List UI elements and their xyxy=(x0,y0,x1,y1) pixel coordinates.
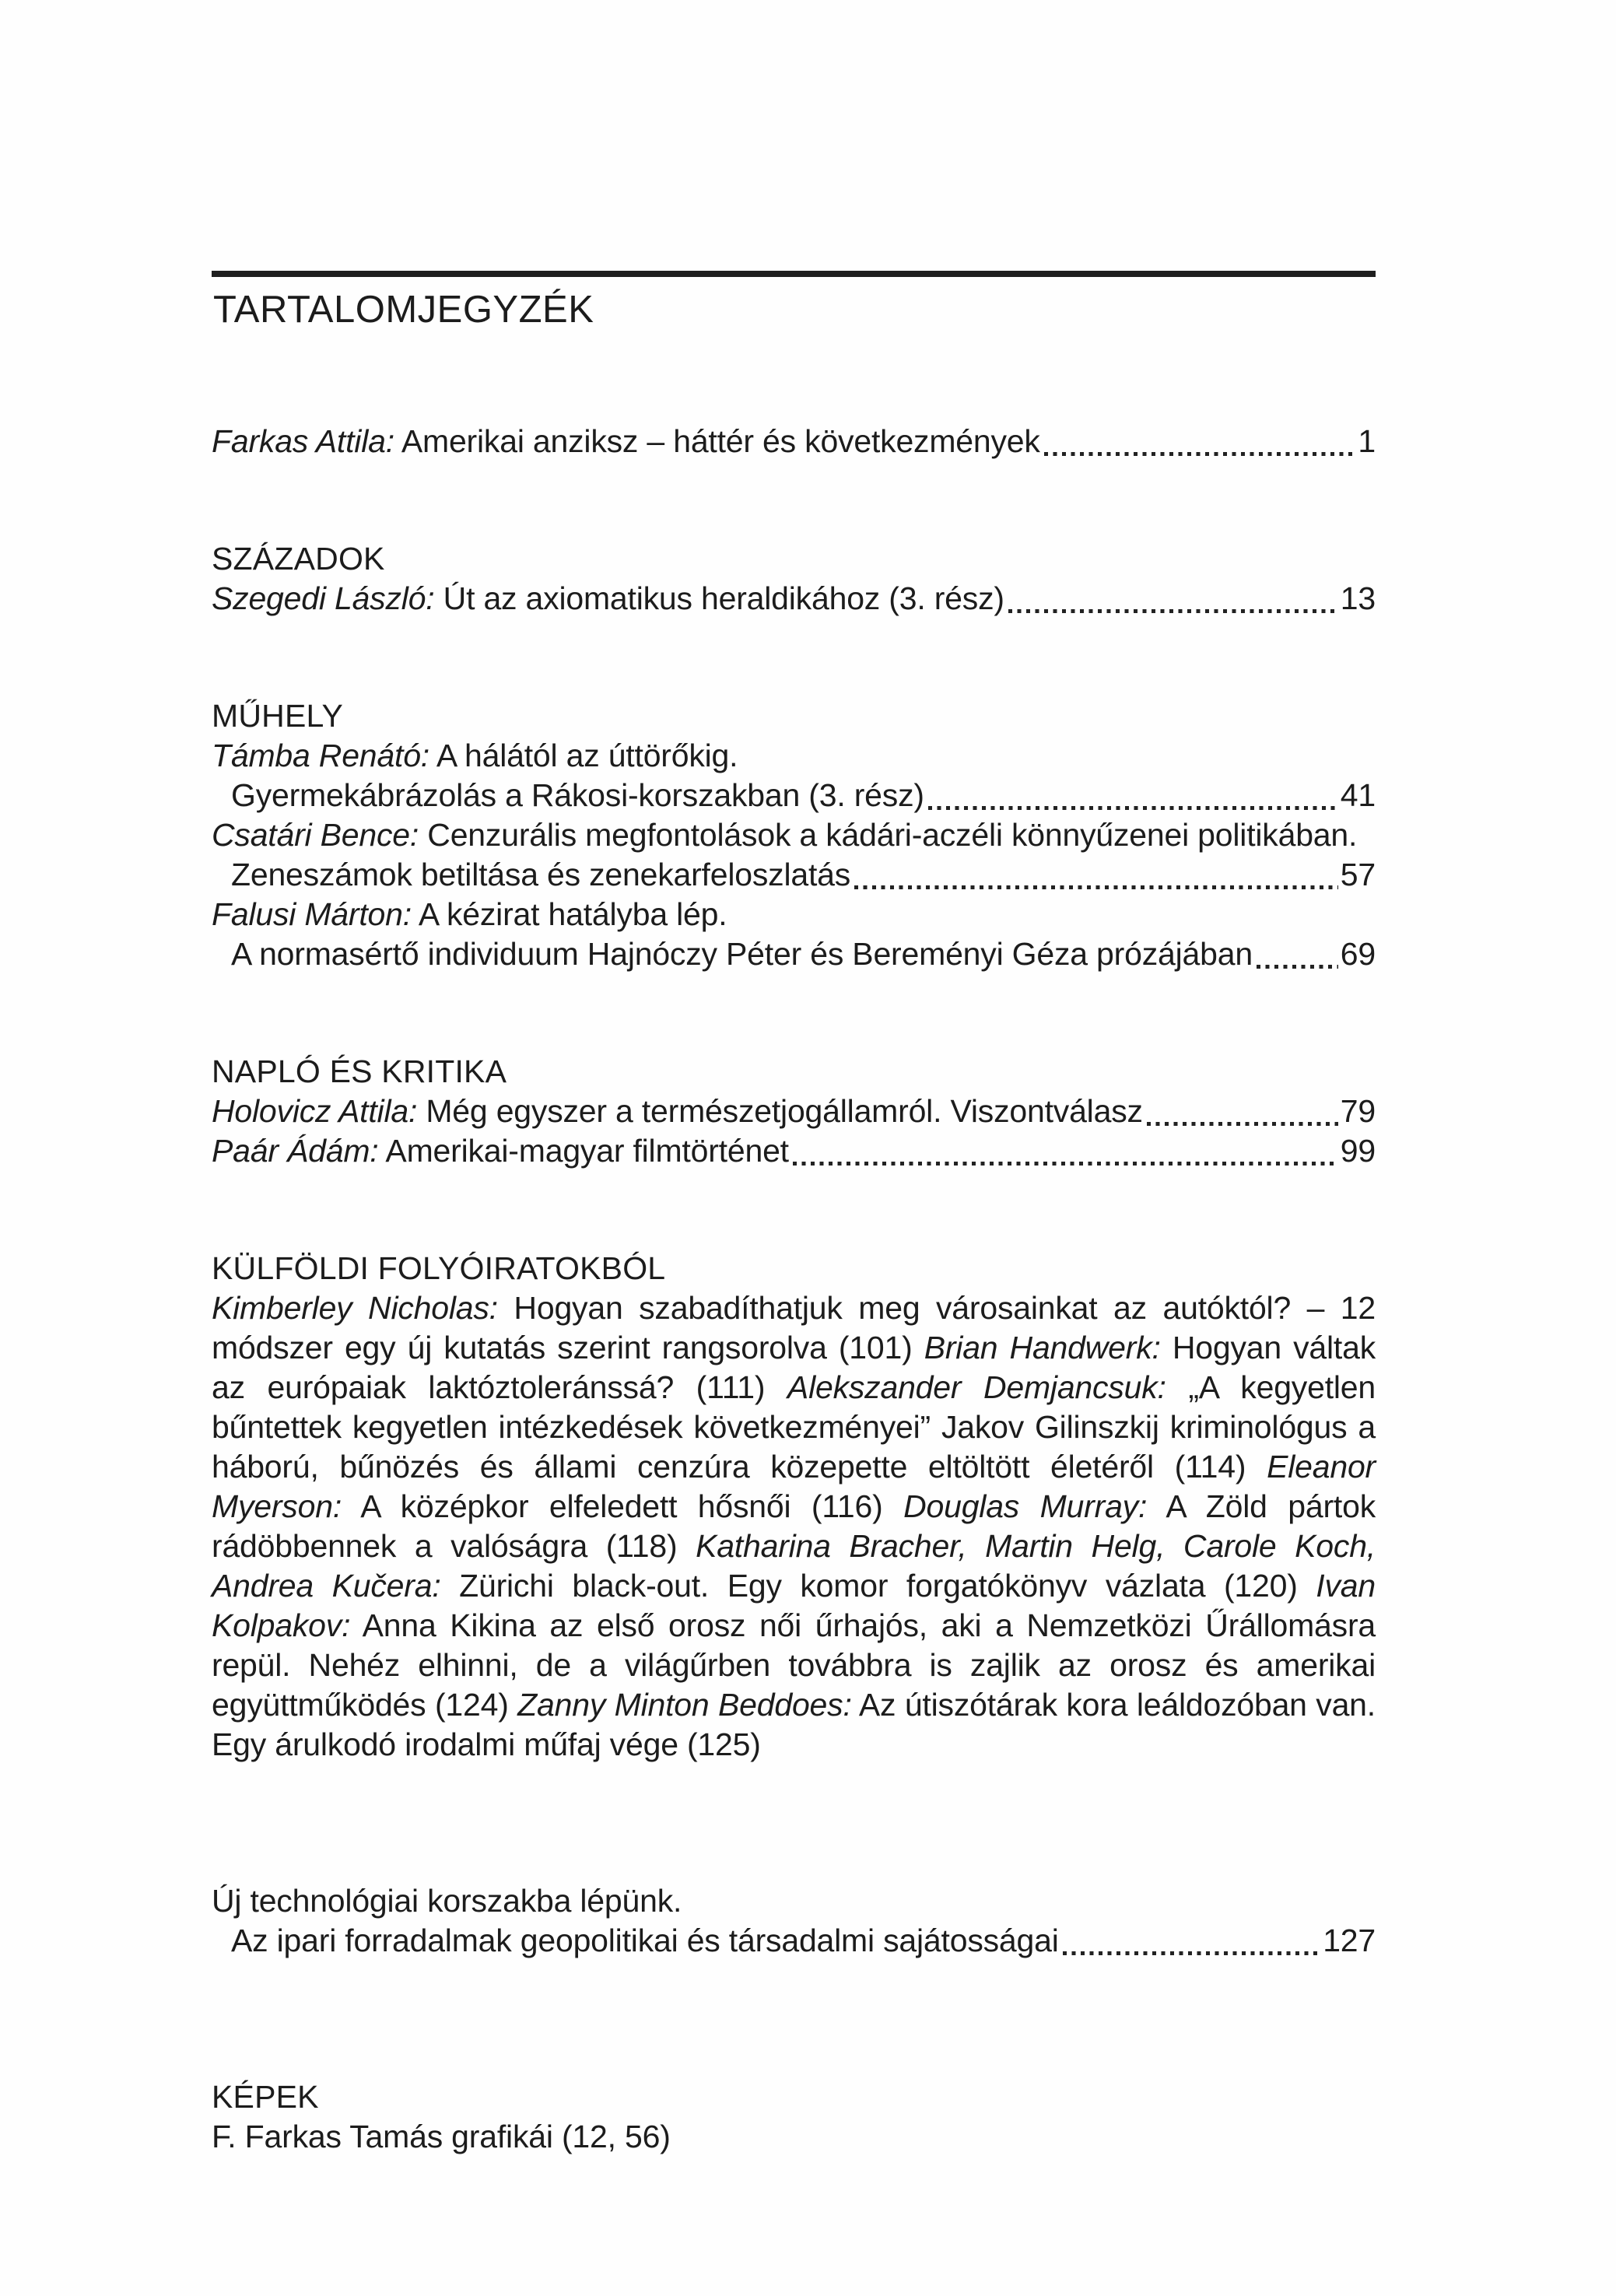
author-name: Paár Ádám: xyxy=(212,1133,379,1169)
toc-entry xyxy=(212,422,1376,461)
toc-entry-text xyxy=(212,895,727,934)
author-name: Falusi Márton: xyxy=(212,896,412,932)
toc-entry-text xyxy=(231,934,1253,974)
entry-title-text: Az ipari forradalmak geopolitikai és társadalmi sajátosságai xyxy=(231,1923,1059,1958)
toc-entry xyxy=(212,1092,1376,1131)
toc-entry-text xyxy=(212,815,1357,855)
dot-leader xyxy=(1257,965,1338,969)
dot-leader xyxy=(1063,1951,1321,1955)
top-rule-divider xyxy=(212,271,1376,277)
entry-title-text: Hogyan szabadíthatjuk meg városainkat az autóktól? – 12 módszer egy új kutatás szerint rangsorolva (101) xyxy=(212,1290,1376,1365)
section-heading: NAPLÓ ÉS KRITIKA xyxy=(212,1053,507,1089)
section-heading: MŰHELY xyxy=(212,698,344,734)
entry-title-text: Cenzurális megfontolások a kádári-aczéli könnyűzenei politikában. xyxy=(419,817,1358,853)
entry-title-text: A kézirat hatályba lép. xyxy=(411,896,727,932)
entry-title-text: Zürichi black-out. Egy komor forgatókönyv vázlata (120) xyxy=(440,1568,1316,1604)
author-name: Holovicz Attila: xyxy=(212,1093,418,1129)
toc-entry xyxy=(212,1131,1376,1171)
page-number: 41 xyxy=(1340,777,1376,813)
entry-title-text: Amerikai-magyar filmtörténet xyxy=(378,1133,789,1169)
section-heading: KÜLFÖLDI FOLYÓIRATOKBÓL xyxy=(212,1250,666,1286)
toc-entry-text xyxy=(212,2117,671,2157)
dot-leader xyxy=(1147,1122,1338,1126)
toc-entry xyxy=(212,934,1376,974)
toc-entry-text xyxy=(231,855,850,895)
toc-entry xyxy=(212,736,1376,776)
toc-entry-text xyxy=(212,422,1040,461)
toc-entry xyxy=(212,1921,1376,1961)
page-title: TARTALOMJEGYZÉK xyxy=(213,289,594,331)
entry-title-text: Új technológiai korszakba lépünk. xyxy=(212,1883,682,1919)
dot-leader xyxy=(1008,609,1338,613)
toc-entry xyxy=(212,2117,1376,2157)
toc-entry xyxy=(212,895,1376,934)
entry-title-text: „A kegyetlen bűntettek kegyetlen intézkedések következményei” Jakov Gilinszkij kriminológus a háború, bűnözés és állami cenzúra közepette eltöltött életéről (114) xyxy=(212,1369,1376,1485)
toc-entry-text xyxy=(231,776,924,815)
page-number: 127 xyxy=(1323,1923,1376,1958)
author-name: Csatári Bence: xyxy=(212,817,419,853)
toc-entry-text xyxy=(231,1921,1059,1961)
toc-entry-text xyxy=(212,1131,789,1171)
toc-entry xyxy=(212,776,1376,815)
toc-entry-text xyxy=(212,579,1004,619)
entry-title-text: Anna Kikina az első orosz női űrhajós, aki a Nemzetközi Űrállomásra repül. Nehéz elhinni, de a világűrben továbbra is zajlik az orosz és amerikai együttműködés (124) xyxy=(212,1607,1376,1723)
page-number: 99 xyxy=(1340,1133,1376,1169)
entry-title-text: A középkor elfeledett hősnői (116) xyxy=(342,1488,904,1524)
toc-entry xyxy=(212,1881,1376,1921)
author-name: Eleanor Myerson: xyxy=(212,1449,1376,1524)
page-number: 69 xyxy=(1340,936,1376,972)
dot-leader xyxy=(1044,452,1356,456)
author-name: Katharina Bracher, Martin Helg, Carole Koch, Andrea Kučera: xyxy=(212,1528,1376,1604)
author-name: Alekszander Demjancsuk: xyxy=(787,1369,1166,1405)
author-name: Douglas Murray: xyxy=(903,1488,1148,1524)
toc-page xyxy=(212,271,1376,2157)
entry-title-text: A hálától az úttörőkig. xyxy=(429,738,738,773)
toc-entry xyxy=(212,855,1376,895)
dot-leader xyxy=(854,885,1338,889)
entry-title-text: Még egyszer a természetjogállamról. Viszontválasz xyxy=(417,1093,1143,1129)
entry-title-text: F. Farkas Tamás grafikái (12, 56) xyxy=(212,2119,671,2154)
toc-entry-text xyxy=(212,736,738,776)
toc-list xyxy=(212,422,1376,2157)
author-name: Brian Handwerk: xyxy=(924,1330,1161,1365)
page-number: 79 xyxy=(1340,1093,1376,1129)
entry-title-text: A Zöld pártok rádöbbennek a valóságra (118) xyxy=(212,1488,1376,1564)
dot-leader xyxy=(928,806,1338,810)
page-number: 1 xyxy=(1358,423,1376,459)
toc-entry-text xyxy=(212,1092,1143,1131)
entry-title-text: Hogyan váltak az európaiak laktóztoleránssá? (111) xyxy=(212,1330,1376,1405)
entry-title-text: Gyermekábrázolás a Rákosi-korszakban (3. rész) xyxy=(231,777,924,813)
foreign-journals-paragraph xyxy=(212,1288,1376,1765)
toc-entry-text xyxy=(212,1881,682,1921)
author-name: Zanny Minton Beddoes: xyxy=(517,1687,852,1723)
entry-title-text: Zeneszámok betiltása és zenekarfeloszlatás xyxy=(231,857,851,892)
author-name: Támba Renátó: xyxy=(212,738,429,773)
author-name: Farkas Attila: xyxy=(212,423,394,459)
entry-title-text: A normasértő individuum Hajnóczy Péter és Bereményi Géza prózájában xyxy=(231,936,1253,972)
toc-entry xyxy=(212,579,1376,619)
section-heading: SZÁZADOK xyxy=(212,541,385,577)
section-heading: KÉPEK xyxy=(212,2079,319,2115)
page-number: 13 xyxy=(1340,580,1376,616)
author-name: Ivan Kolpakov: xyxy=(212,1568,1376,1643)
entry-title-text: Út az axiomatikus heraldikához (3. rész) xyxy=(434,580,1004,616)
dot-leader xyxy=(793,1162,1338,1166)
entry-title-text: Amerikai anziksz – háttér és következmények xyxy=(394,423,1040,459)
toc-entry xyxy=(212,815,1376,855)
entry-title-text: Az útiszótárak kora leáldozóban van. Egy árulkodó irodalmi műfaj vége (125) xyxy=(212,1687,1376,1762)
author-name: Kimberley Nicholas: xyxy=(212,1290,498,1326)
page-number: 57 xyxy=(1340,857,1376,892)
author-name: Szegedi László: xyxy=(212,580,435,616)
